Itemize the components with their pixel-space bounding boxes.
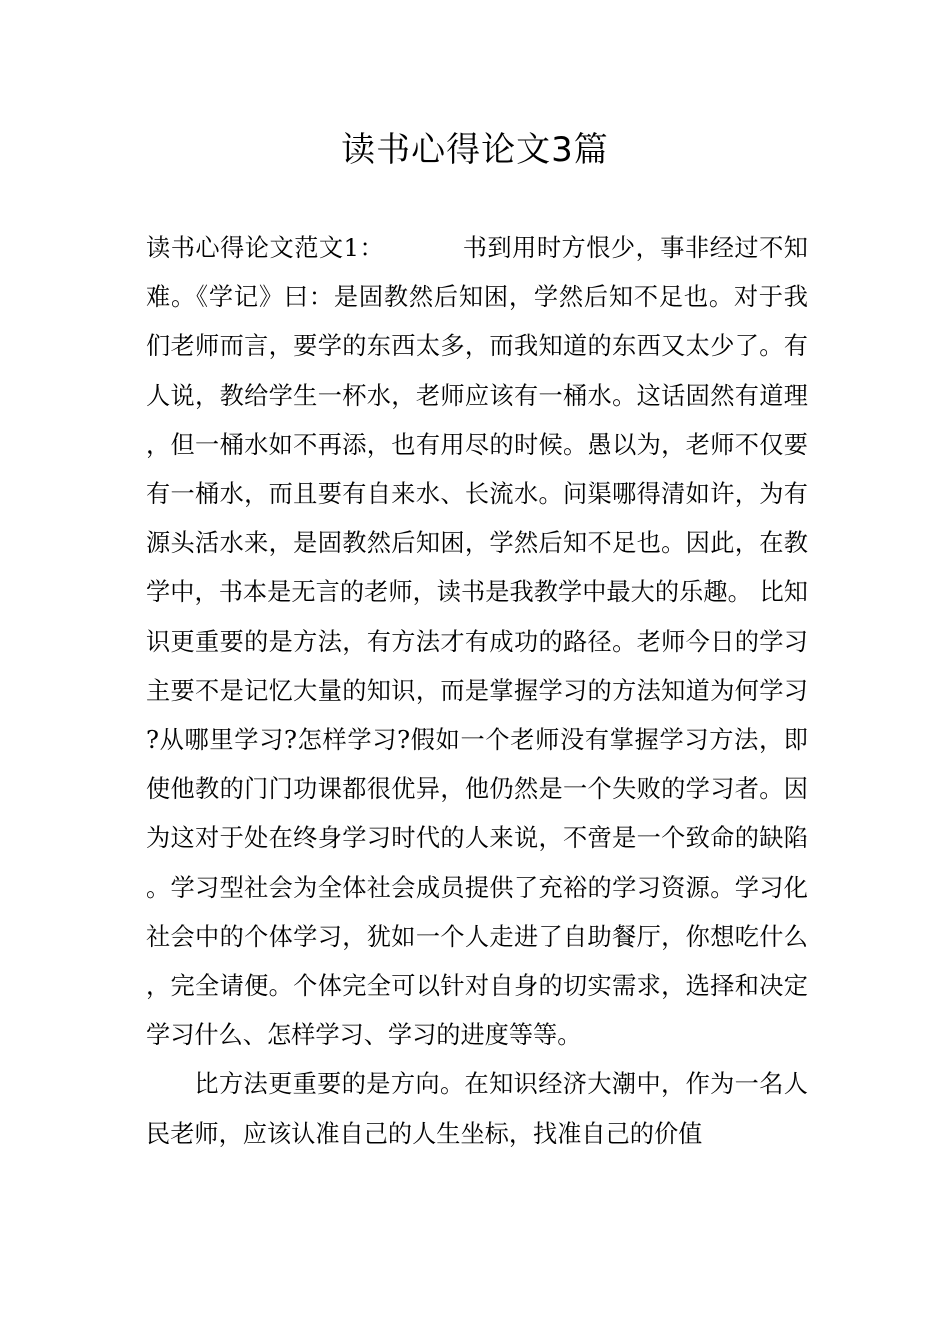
paragraph-2: 比方法更重要的是方向。在知识经济大潮中，作为一名人民老师，应该认准自己的人生坐标，找准自己的价值 — [146, 1070, 808, 1148]
intro-label: 读书心得论文范文1： — [146, 234, 385, 262]
document-body — [146, 224, 808, 1159]
document-title: 读书心得论文3篇 — [341, 130, 609, 170]
paragraph-1-text: 书到用时方恨少，事非经过不知难。《学记》曰：是固教然后知困，学然后知不足也。对于我们老师而言，要学的东西太多，而我知道的东西又太少了。有人说，教给学生一杯水，老师应该有一桶水。这话固然有道理，但一桶水如不再添，也有用尽的时候。愚以为，老师不仅要有一桶水，而且要有自来水、长流水。问渠哪得清如许，为有源头活水来，是固教然后知困，学然后知不足也。因此，在教学中，书本是无言的老师，读书是我教学中最大的乐趣。 比知识更重要的是方法，有方法才有成功的路径。老师今日的学习主要不是记忆大量的知识，而是掌握学习的方法知道为何学习?从哪里学习?怎样学习?假如一个老师没有掌握学习方法，即使他教的门门功课都很优异，他仍然是一个失败的学习者。因为这对于处在终身学习时代的人来说，不啻是一个致命的缺陷。学习型社会为全体社会成员提供了充裕的学习资源。学习化社会中的个体学习，犹如一个人走进了自助餐厅，你想吃什么，完全请便。个体完全可以针对自身的切实需求，选择和决定学习什么、怎样学习、学习的进度等等。 — [146, 234, 808, 1050]
paragraph-1 — [146, 224, 808, 1060]
